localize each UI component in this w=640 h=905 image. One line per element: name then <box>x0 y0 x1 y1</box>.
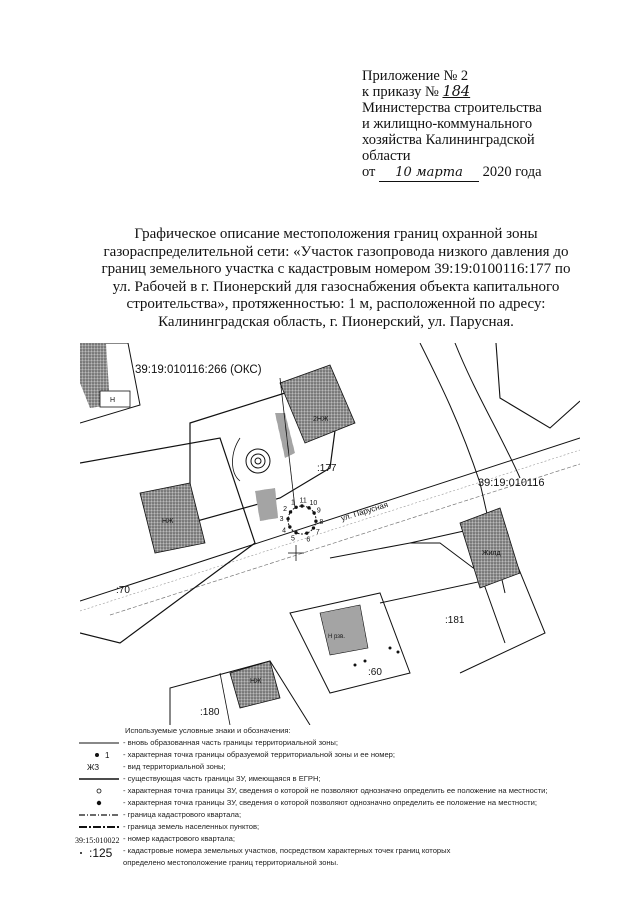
zone-point-5 <box>294 531 297 534</box>
legend-item-parcel-numbers: :125 - кадастровые номера земельных участков, посредством характерных точек границ которых <box>75 845 615 857</box>
outbuilding-small <box>255 488 278 521</box>
document-title: Графическое описание местоположения границ охранной зоны газораспределительной сети: «Участок газопровода низкого давления до границ земельного участка с кадастровым номером 39:19:0100116:177 по ул. Рабочей в г. Пионерский для газоснабжения объекта капитального строительства», протяженностью: 1 м, расположенной по адресу: Калининградская область, г. Пионерский, ул. Парусная. <box>101 226 571 330</box>
building-label-nzh-2: НЖ <box>250 678 262 685</box>
date-year: 2020 года <box>482 164 542 180</box>
building-zhild <box>460 508 520 588</box>
appendix-number: Приложение № 2 <box>362 68 469 84</box>
legend-item-point-defined: - характерная точка границы ЗУ, сведения о которой позволяют однозначно определить ее положение на местности; <box>75 797 615 809</box>
legend-item-settlement-boundary: - граница земель населенных пунктов; <box>123 822 260 831</box>
zone-point-7 <box>312 526 315 529</box>
parcel-180-inner <box>220 673 230 725</box>
zone-point-2 <box>289 510 292 513</box>
zone-point-label-4: 4 <box>282 527 287 535</box>
ministry-line-1: Министерства строительства <box>362 100 542 116</box>
zone-point-4 <box>288 525 291 528</box>
zone-point-label-1: 1 <box>291 499 295 507</box>
zone-points <box>280 498 324 544</box>
cadastral-map <box>80 343 580 725</box>
zone-point-8 <box>314 520 317 523</box>
parcel-label-180: :180 <box>200 707 220 718</box>
zone-point-label-7: 7 <box>315 528 320 536</box>
zone-point-label-3: 3 <box>279 515 284 523</box>
building-label-n: Н <box>110 397 116 404</box>
protection-zone-circle <box>288 506 316 534</box>
date-line: от 10 марта 2020 года <box>362 164 542 180</box>
order-number: 184 <box>442 84 471 100</box>
zone-point-label-5: 5 <box>291 535 295 543</box>
svg-text:1: 1 <box>105 751 110 760</box>
oks-label: 39:19:010116:266 (ОКС) <box>135 364 262 376</box>
handwritten-date: 10 марта <box>379 165 479 182</box>
building-label-2nzh: 2НЖ <box>313 416 329 423</box>
ministry-line-4: области <box>362 148 411 164</box>
zone-point-label-6: 6 <box>306 536 311 544</box>
zone-point-label-9: 9 <box>316 507 321 515</box>
round-object <box>246 449 270 473</box>
building-label-nzh: НЖ <box>162 518 174 525</box>
building-label-zhild: Жилд <box>482 550 501 557</box>
legend-item-quarter-number: 39:15:010022 - номер кадастрового квартала; <box>75 834 235 845</box>
building-2nzh <box>280 365 355 443</box>
zone-point-9 <box>312 511 315 514</box>
svg-text:39:15:010022: 39:15:010022 <box>75 836 120 845</box>
building-label-n-rzv: Н рзв. <box>328 634 345 640</box>
appendix-header <box>362 68 632 182</box>
legend-item-point-undefined: - характерная точка границы ЗУ, сведения о которой не позволяют однозначно определить ее положение на местности; <box>75 785 615 797</box>
ministry-line-2: и жилищно-коммунального <box>362 116 533 132</box>
zone-point-11 <box>300 504 303 507</box>
parcel-label-181: :181 <box>445 615 465 626</box>
svg-text::125: :125 <box>89 846 113 857</box>
street-label: ул. Парусная <box>339 500 390 523</box>
zone-point-label-10: 10 <box>309 500 318 508</box>
legend-item-parcel-numbers-cont: определено местоположение границ территориальной зоны. <box>123 858 339 867</box>
building-n-rzv <box>320 605 368 655</box>
parcel-label-60: :60 <box>368 667 382 678</box>
legend-item-char-point: 1 - характерная точка границы образуемой территориальной зоны и ее номер; <box>75 749 615 761</box>
parcel-label-177: :177 <box>317 463 337 474</box>
ministry-line-3: хозяйства Калининградской <box>362 132 535 148</box>
block-edge-top-right <box>496 343 580 428</box>
quarter-label: 39:19:010116 <box>478 477 545 489</box>
zone-point-label-8: 8 <box>319 519 324 527</box>
zone-point-label-11: 11 <box>299 497 307 505</box>
zone-point-6 <box>305 531 308 534</box>
legend-item-quarter-boundary: - граница кадастрового квартала; <box>123 810 242 819</box>
legend-item-existing-boundary: - существующая часть границы ЗУ, имеющаяся в ЕГРН; <box>123 774 321 783</box>
legend-item-new-boundary: - вновь образованная часть границы территориальной зоны; <box>123 738 338 747</box>
zone-point-label-2: 2 <box>283 506 288 514</box>
order-line: к приказу № 184 <box>362 84 471 100</box>
svg-text:ЖЗ: ЖЗ <box>87 763 100 772</box>
zone-point-3 <box>286 517 289 520</box>
legend-title: Используемые условные знаки и обозначения: <box>125 726 291 735</box>
legend-item-zone-type: ЖЗ - вид территориальной зоны; <box>87 762 226 772</box>
parcel-label-70: :70 <box>116 585 130 596</box>
road-edge-curve-2 <box>455 343 520 478</box>
